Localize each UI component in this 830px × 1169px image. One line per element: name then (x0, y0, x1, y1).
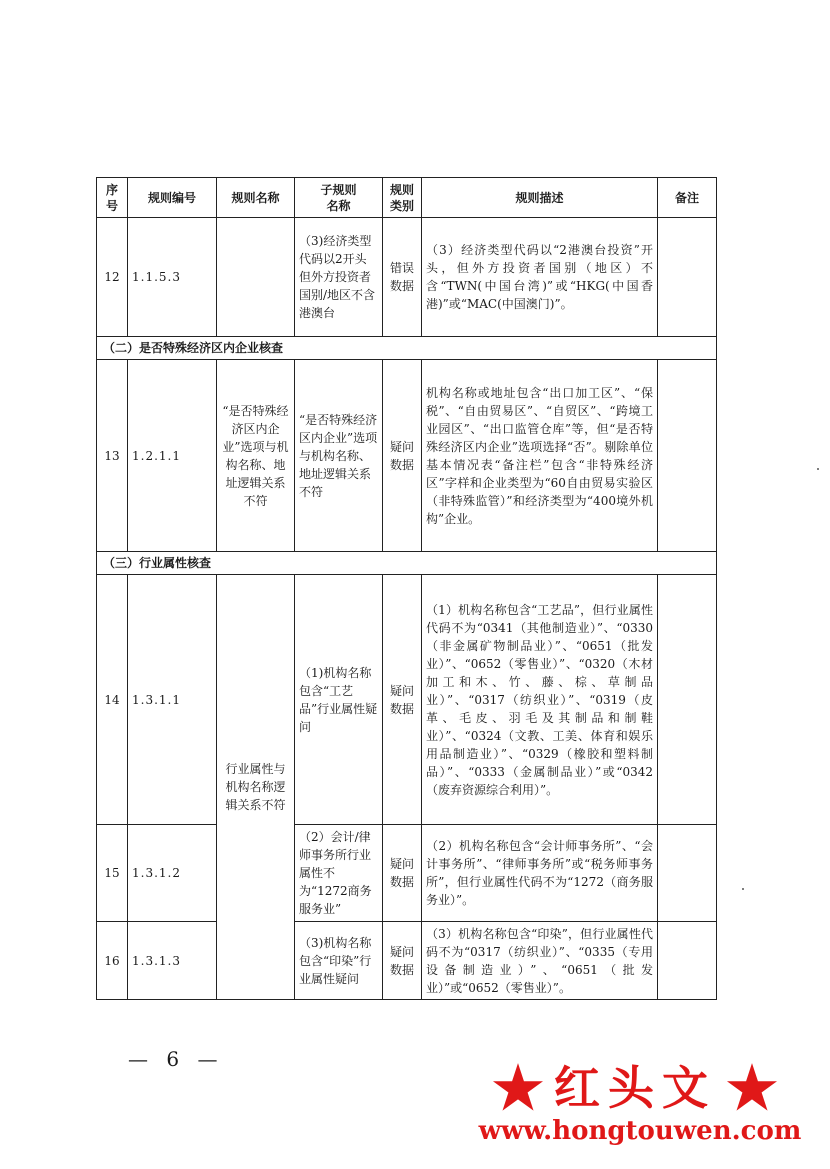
table-row (97, 825, 717, 922)
header-rule-no: 规则编号 (128, 178, 217, 218)
row-sub-rule: （3)机构名称包含“印染”行业属性疑问 (295, 922, 383, 1000)
row-description: （1）机构名称包含“工艺品”，但行业属性代码不为“0341（其他制造业）”、“0330（非金属矿物制品业）”、“0651（批发业）”、“0652（零售业）”、“0320（木材加工和木、竹、藤、棕、草制品业）”、“0317（纺织业）”、“0319（皮革、毛皮、羽毛及其制品和制鞋业）”、“0324（文教、工美、体育和娱乐用品制造业）”、“0329（橡胶和塑料制品）”、“0333（金属制品业）”或“0342（废弃资源综合利用）”。 (422, 575, 658, 825)
section-title: （二）是否特殊经济区内企业核查 (97, 337, 717, 360)
row-description: （3）经济类型代码以“2港澳台投资”开头，但外方投资者国别（地区）不含“TWN(中国台湾)”或“HKG(中国香港)”或“MAC(中国澳门)”。 (422, 218, 658, 337)
row-rule-no: 1.1.5.3 (128, 218, 217, 337)
row-category: 错误 数据 (383, 218, 422, 337)
header-seq: 序 号 (97, 178, 128, 218)
row-sub-rule: （3)经济类型代码以2开头但外方投资者国别/地区不含港澳台 (295, 218, 383, 337)
header-rule-name: 规则名称 (217, 178, 295, 218)
row-description: （2）机构名称包含“会计师事务所”、“会计事务所”、“律师事务所”或“税务师事务所”，但行业属性代码不为“1272（商务服务业）”。 (422, 825, 658, 922)
row-category: 疑问 数据 (383, 575, 422, 825)
row-description: 机构名称或地址包含“出口加工区”、“保税”、“自由贸易区”、“自贸区”、“跨境工业园区”、“出口监管仓库”等，但“是否特殊经济区内企业”选项选择“否”。剔除单位基本情况表“备注栏”包含“非特殊经济区”字样和企业类型为“60自由贸易实验区（非特殊监管）”和经济类型为“400境外机构”企业。 (422, 360, 658, 552)
row-seq: 15 (97, 825, 128, 922)
header-category: 规则 类别 (383, 178, 422, 218)
row-rule-name (217, 218, 295, 337)
row-sub-rule: “是否特殊经济区内企业”选项与机构名称、地址逻辑关系不符 (295, 360, 383, 552)
watermark-text: 红头文 (554, 1061, 716, 1115)
page-number: — 6 — (128, 1047, 224, 1071)
row-rule-name: “是否特殊经济区内企业”选项与机构名称、地址逻辑关系不符 (217, 360, 295, 552)
watermark-url[interactable]: www.hongtouwen.com (478, 1116, 802, 1146)
section-heading (97, 337, 717, 360)
table-header-row (97, 178, 717, 218)
row-sub-rule: （2）会计/律师事务所行业属性不为“1272商务服务业” (295, 825, 383, 922)
watermark (455, 1048, 815, 1158)
section-title: （三）行业属性核查 (97, 552, 717, 575)
row-remark (658, 575, 717, 825)
row-rule-no: 1.2.1.1 (128, 360, 217, 552)
row-remark (658, 360, 717, 552)
row-rule-no: 1.3.1.2 (128, 825, 217, 922)
row-description: （3）机构名称包含“印染”，但行业属性代码不为“0317（纺织业）”、“0335（专用设备制造业）”、“0651（批发业）”或“0652（零售业）”。 (422, 922, 658, 1000)
row-remark (658, 218, 717, 337)
row-rule-no: 1.3.1.1 (128, 575, 217, 825)
row-seq: 12 (97, 218, 128, 337)
row-rule-no: 1.3.1.3 (128, 922, 217, 1000)
section-heading (97, 552, 717, 575)
table-row (97, 922, 717, 1000)
row-category: 疑问 数据 (383, 922, 422, 1000)
row-seq: 14 (97, 575, 128, 825)
row-seq: 16 (97, 922, 128, 1000)
table-row (97, 575, 717, 825)
row-remark (658, 825, 717, 922)
scan-speck (817, 468, 819, 470)
header-sub-rule: 子规则 名称 (295, 178, 383, 218)
star-icon: ★ (726, 1054, 778, 1122)
row-rule-name-shared: 行业属性与机构名称逻辑关系不符 (217, 575, 295, 1000)
row-seq: 13 (97, 360, 128, 552)
table-row (97, 360, 717, 552)
header-description: 规则描述 (422, 178, 658, 218)
header-remark: 备注 (658, 178, 717, 218)
scan-speck (742, 888, 744, 890)
row-sub-rule: （1)机构名称包含“工艺品”行业属性疑问 (295, 575, 383, 825)
row-category: 疑问 数据 (383, 360, 422, 552)
star-icon: ★ (492, 1054, 544, 1122)
rules-table (96, 177, 717, 1000)
row-category: 疑问 数据 (383, 825, 422, 922)
table-row (97, 218, 717, 337)
row-remark (658, 922, 717, 1000)
